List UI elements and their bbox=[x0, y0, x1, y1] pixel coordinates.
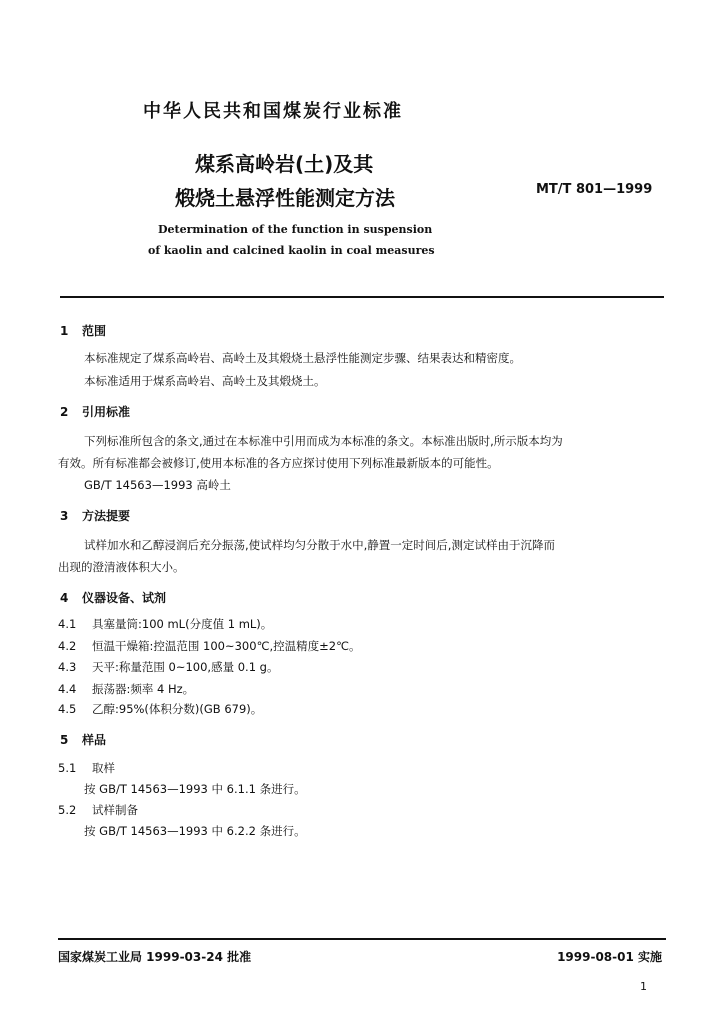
section-number: 1 bbox=[60, 324, 69, 338]
approval-date: 国家煤炭工业局 1999-03-24 批准 bbox=[58, 950, 252, 964]
section-3-heading bbox=[60, 507, 130, 524]
section-number: 3 bbox=[60, 509, 69, 523]
list-item bbox=[58, 701, 262, 717]
header-divider bbox=[60, 296, 664, 298]
english-title-line2: of kaolin and calcined kaolin in coal measures bbox=[148, 244, 435, 257]
item-number: 5.1 bbox=[58, 761, 77, 775]
subsection-5-1-text: 按 GB/T 14563—1993 中 6.1.1 条进行。 bbox=[84, 782, 306, 796]
implementation-date: 1999-08-01 实施 bbox=[557, 950, 662, 964]
item-title: 取样 bbox=[92, 761, 115, 775]
section-3-para-line2: 出现的澄清液体积大小。 bbox=[58, 560, 185, 574]
item-text: 振荡器:频率 4 Hz。 bbox=[92, 682, 195, 696]
section-3-para-line1: 试样加水和乙醇浸润后充分振荡,使试样均匀分散于水中,静置一定时间后,测定试样由于沉降而 bbox=[84, 538, 555, 552]
list-item bbox=[58, 638, 361, 654]
subsection-5-2-heading bbox=[58, 802, 138, 818]
standard-code: MT/T 801—1999 bbox=[536, 182, 653, 197]
subsection-5-2-text: 按 GB/T 14563—1993 中 6.2.2 条进行。 bbox=[84, 824, 306, 838]
item-title: 试样制备 bbox=[92, 803, 138, 817]
doc-title-line1: 煤系高岭岩(土)及其 bbox=[195, 152, 374, 176]
standard-org-title: 中华人民共和国煤炭行业标准 bbox=[143, 101, 403, 122]
section-1-para-2: 本标准适用于煤系高岭岩、高岭土及其煅烧土。 bbox=[84, 374, 326, 388]
section-number: 2 bbox=[60, 405, 69, 419]
section-title: 仪器设备、试剂 bbox=[82, 591, 167, 605]
section-2-reference: GB/T 14563—1993 高岭土 bbox=[84, 478, 231, 492]
item-text: 天平:称量范围 0~100,感量 0.1 g。 bbox=[92, 660, 279, 674]
section-number: 4 bbox=[60, 591, 69, 605]
section-title: 样品 bbox=[82, 733, 107, 747]
section-5-heading bbox=[60, 731, 106, 748]
section-title: 引用标准 bbox=[82, 405, 131, 419]
list-item bbox=[58, 681, 194, 697]
item-number: 5.2 bbox=[58, 803, 77, 817]
section-2-para-line2: 有效。所有标准都会被修订,使用本标准的各方应探讨使用下列标准最新版本的可能性。 bbox=[58, 456, 499, 470]
item-number: 4.2 bbox=[58, 639, 77, 653]
doc-title-line2: 煅烧土悬浮性能测定方法 bbox=[175, 186, 395, 210]
section-title: 方法提要 bbox=[82, 509, 131, 523]
page-number: 1 bbox=[640, 980, 647, 993]
item-number: 4.4 bbox=[58, 682, 77, 696]
english-title-line1: Determination of the function in suspension bbox=[158, 223, 433, 236]
item-number: 4.1 bbox=[58, 617, 77, 631]
section-1-heading bbox=[60, 322, 106, 339]
section-number: 5 bbox=[60, 733, 69, 747]
section-4-heading bbox=[60, 589, 166, 606]
item-number: 4.3 bbox=[58, 660, 77, 674]
section-title: 范围 bbox=[82, 324, 107, 338]
item-text: 乙醇:95%(体积分数)(GB 679)。 bbox=[92, 702, 263, 716]
item-number: 4.5 bbox=[58, 702, 77, 716]
section-1-para-1: 本标准规定了煤系高岭岩、高岭土及其煅烧土悬浮性能测定步骤、结果表达和精密度。 bbox=[84, 351, 521, 365]
section-2-heading bbox=[60, 403, 130, 420]
footer-divider bbox=[58, 938, 666, 940]
list-item bbox=[58, 616, 272, 632]
item-text: 恒温干燥箱:控温范围 100~300℃,控温精度±2℃。 bbox=[92, 639, 361, 653]
subsection-5-1-heading bbox=[58, 760, 115, 776]
list-item bbox=[58, 659, 279, 675]
item-text: 具塞量筒:100 mL(分度值 1 mL)。 bbox=[92, 617, 273, 631]
section-2-para-line1: 下列标准所包含的条文,通过在本标准中引用而成为本标准的条文。本标准出版时,所示版本均为 bbox=[84, 434, 563, 448]
